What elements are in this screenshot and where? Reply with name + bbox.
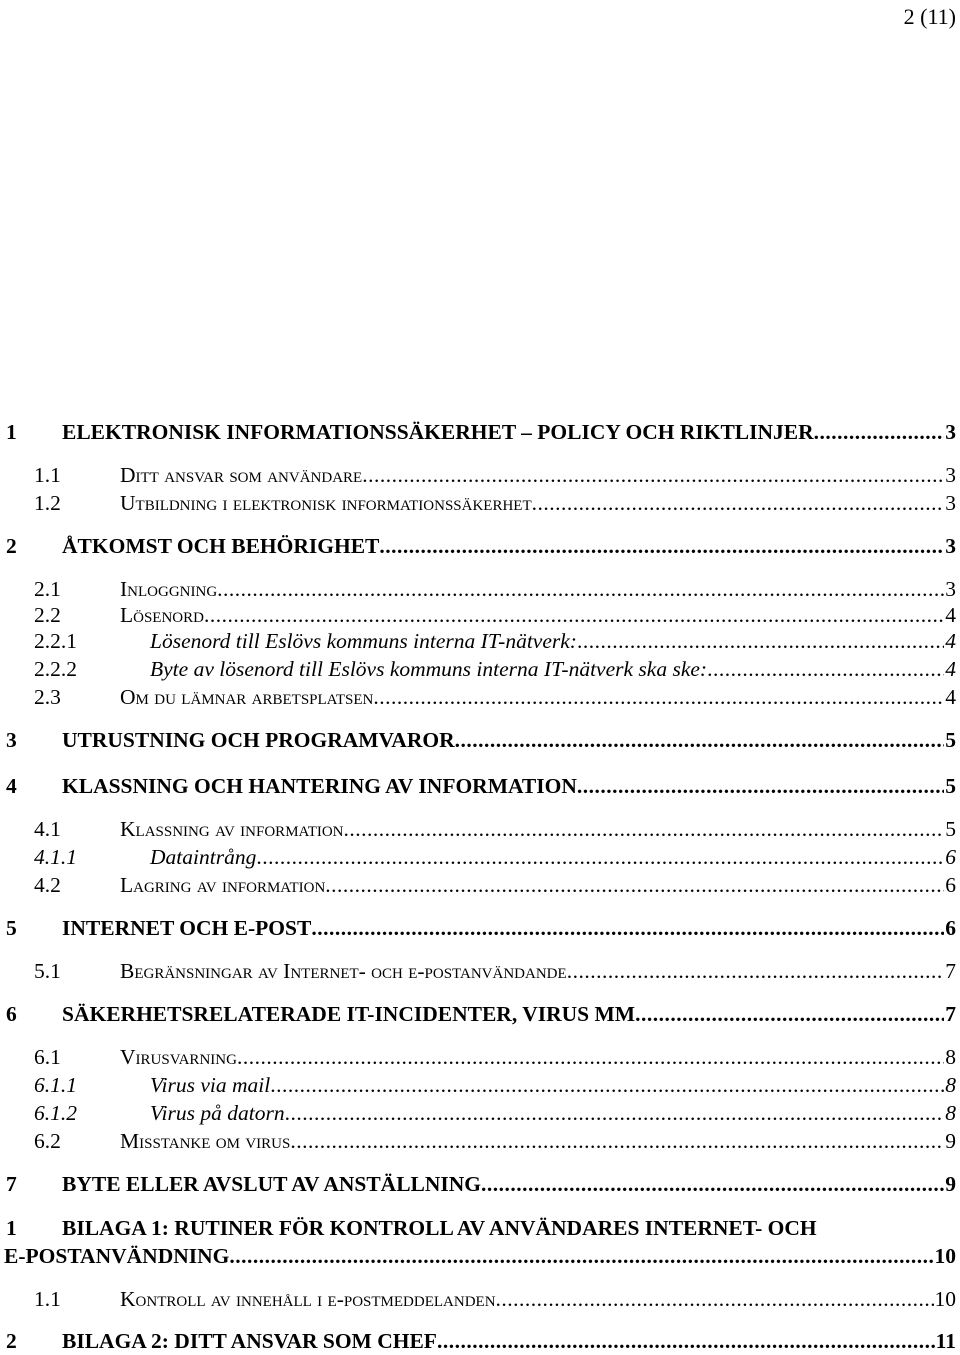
- toc-page: 11: [935, 1329, 956, 1353]
- toc-number: 1: [6, 1216, 17, 1240]
- toc-entry[interactable]: [0, 1170, 956, 1198]
- toc-page: 8: [945, 1101, 956, 1125]
- toc-title: INTERNET OCH E-POST: [62, 916, 312, 940]
- toc-number: 1.2: [34, 491, 61, 515]
- toc-number: 2.2.1: [34, 629, 77, 653]
- toc-page: 5: [945, 728, 956, 752]
- toc-page: 8: [945, 1073, 956, 1097]
- toc-leader: [204, 602, 944, 628]
- toc-leader: [311, 914, 944, 942]
- toc-page: 4: [945, 657, 956, 681]
- toc-leader: [707, 656, 944, 682]
- toc-leader: [229, 1242, 933, 1270]
- toc-title: Ditt ansvar som användare: [120, 463, 363, 487]
- toc-number: 5.1: [34, 959, 61, 983]
- toc-page: 6: [945, 916, 956, 940]
- toc-number: 2.2.2: [34, 657, 77, 681]
- toc-title: SÄKERHETSRELATERADE IT-INCIDENTER, VIRUS MM: [62, 1002, 636, 1026]
- toc-page: 10: [934, 1244, 956, 1268]
- toc-entry[interactable]: [0, 490, 956, 516]
- toc-title: Virusvarning: [120, 1045, 237, 1069]
- toc-number: 4.2: [34, 873, 61, 897]
- toc-leader: [455, 726, 945, 754]
- toc-entry[interactable]: [0, 576, 956, 602]
- toc-entry[interactable]: [0, 816, 956, 842]
- toc-leader: [285, 1100, 945, 1126]
- toc-entry[interactable]: [0, 532, 956, 560]
- toc-leader: [217, 576, 944, 602]
- toc-entry[interactable]: [0, 1072, 956, 1098]
- toc-number: 1: [6, 420, 17, 444]
- page-number: 2 (11): [903, 4, 956, 29]
- toc-page: 6: [945, 873, 956, 897]
- toc-number: 2.1: [34, 577, 61, 601]
- toc-title: UTRUSTNING OCH PROGRAMVAROR: [62, 728, 455, 752]
- toc-page: 7: [945, 1002, 956, 1026]
- toc-entry[interactable]: [0, 1044, 956, 1070]
- toc-entry[interactable]: [0, 684, 956, 710]
- toc-title: Virus via mail: [150, 1073, 271, 1097]
- toc-title: Inloggning: [120, 577, 218, 601]
- toc-number: 1.1: [34, 463, 61, 487]
- toc-page: 9: [945, 1129, 956, 1153]
- toc-number: 7: [6, 1172, 17, 1196]
- toc-entry[interactable]: [0, 1100, 956, 1126]
- toc-title: Om du lämnar arbetsplatsen: [120, 685, 374, 709]
- toc-number: 6.2: [34, 1129, 61, 1153]
- toc-number: 2.3: [34, 685, 61, 709]
- toc-entry[interactable]: [0, 1286, 956, 1312]
- toc-number: 5: [6, 916, 17, 940]
- toc-number: 2: [6, 534, 17, 558]
- toc-page: 3: [945, 463, 956, 487]
- toc-page: 3: [945, 534, 956, 558]
- toc-page: 6: [945, 845, 956, 869]
- toc-entry[interactable]: [0, 628, 956, 654]
- toc-leader: [344, 816, 945, 842]
- toc-title: Lösenord: [120, 603, 204, 627]
- toc-leader: [290, 1128, 944, 1154]
- toc-entry[interactable]: [0, 1000, 956, 1028]
- toc-leader: [532, 490, 945, 516]
- toc-number: 4: [6, 774, 17, 798]
- toc-title: ELEKTRONISK INFORMATIONSSÄKERHET – POLICY OCH RIKTLINJER: [62, 420, 814, 444]
- toc-leader: [373, 684, 944, 710]
- toc-entry[interactable]: [0, 872, 956, 898]
- toc-entry[interactable]: [0, 1128, 956, 1154]
- toc-entry[interactable]: [0, 726, 956, 754]
- toc-entry[interactable]: [0, 462, 956, 488]
- toc-page: 3: [945, 420, 956, 444]
- toc-page: 9: [945, 1172, 956, 1196]
- toc-entry[interactable]: [0, 418, 956, 446]
- toc-title: Utbildning i elektronisk informationssäkerhet: [120, 491, 532, 515]
- toc-leader: [481, 1170, 944, 1198]
- toc-leader: [325, 872, 944, 898]
- toc-title: Virus på datorn: [150, 1101, 285, 1125]
- toc-number: 6.1.1: [34, 1073, 77, 1097]
- toc-title: Lagring av information: [120, 873, 326, 897]
- toc-page: 4: [945, 685, 956, 709]
- toc-entry[interactable]: [0, 656, 956, 682]
- toc-number: 2.2: [34, 603, 61, 627]
- toc-number: 2: [6, 1329, 17, 1353]
- toc-page: 5: [945, 817, 956, 841]
- toc-leader: [567, 958, 945, 984]
- toc-leader: [814, 418, 945, 446]
- toc-leader: [496, 1286, 934, 1312]
- toc-title: ÅTKOMST OCH BEHÖRIGHET: [62, 534, 380, 558]
- toc-title: Klassning av information: [120, 817, 344, 841]
- toc-entry[interactable]: [0, 914, 956, 942]
- toc-number: 3: [6, 728, 17, 752]
- toc-entry-line2[interactable]: [0, 1242, 956, 1270]
- toc-entry[interactable]: [0, 844, 956, 870]
- toc-leader: [635, 1000, 944, 1028]
- toc-title: Kontroll av innehåll i e-postmeddelanden: [120, 1287, 496, 1311]
- toc-title: E-POSTANVÄNDNING: [4, 1244, 230, 1268]
- toc-title: KLASSNING OCH HANTERING AV INFORMATION: [62, 774, 577, 798]
- toc-title: Misstanke om virus: [120, 1129, 291, 1153]
- toc-page: 4: [945, 629, 956, 653]
- toc-leader: [270, 1072, 944, 1098]
- toc-title: Dataintrång: [150, 845, 257, 869]
- toc-page: 7: [945, 959, 956, 983]
- toc-title: Lösenord till Eslövs kommuns interna IT-nätverk:: [150, 629, 577, 653]
- toc-page: 10: [934, 1287, 956, 1311]
- toc-entry-line1[interactable]: [0, 1214, 956, 1242]
- toc-number: 1.1: [34, 1287, 61, 1311]
- toc-entry[interactable]: [0, 602, 956, 628]
- toc-entry[interactable]: [0, 958, 956, 984]
- toc-leader: [379, 532, 944, 560]
- toc-number: 6: [6, 1002, 17, 1026]
- toc-leader: [237, 1044, 944, 1070]
- toc-title: Byte av lösenord till Eslövs kommuns interna IT-nätverk ska ske:: [150, 657, 708, 681]
- toc-entry[interactable]: [0, 772, 956, 800]
- toc-page: 3: [945, 491, 956, 515]
- toc-number: 4.1: [34, 817, 61, 841]
- toc-page: 4: [945, 603, 956, 627]
- toc-page: 5: [945, 774, 956, 798]
- toc-leader: [577, 772, 944, 800]
- toc-number: 6.1: [34, 1045, 61, 1069]
- toc-title: BILAGA 1: RUTINER FÖR KONTROLL AV ANVÄNDARES INTERNET- OCH: [62, 1216, 817, 1240]
- toc-page: 8: [945, 1045, 956, 1069]
- toc-title: BILAGA 2: DITT ANSVAR SOM CHEF: [62, 1329, 437, 1353]
- toc-leader: [577, 628, 944, 654]
- toc-title: Begränsningar av Internet- och e-postanvändande: [120, 959, 567, 983]
- toc-number: 6.1.2: [34, 1101, 77, 1125]
- toc-page: 3: [945, 577, 956, 601]
- toc-leader: [362, 462, 944, 488]
- toc-title: BYTE ELLER AVSLUT AV ANSTÄLLNING: [62, 1172, 482, 1196]
- toc-leader: [256, 844, 944, 870]
- toc-number: 4.1.1: [34, 845, 77, 869]
